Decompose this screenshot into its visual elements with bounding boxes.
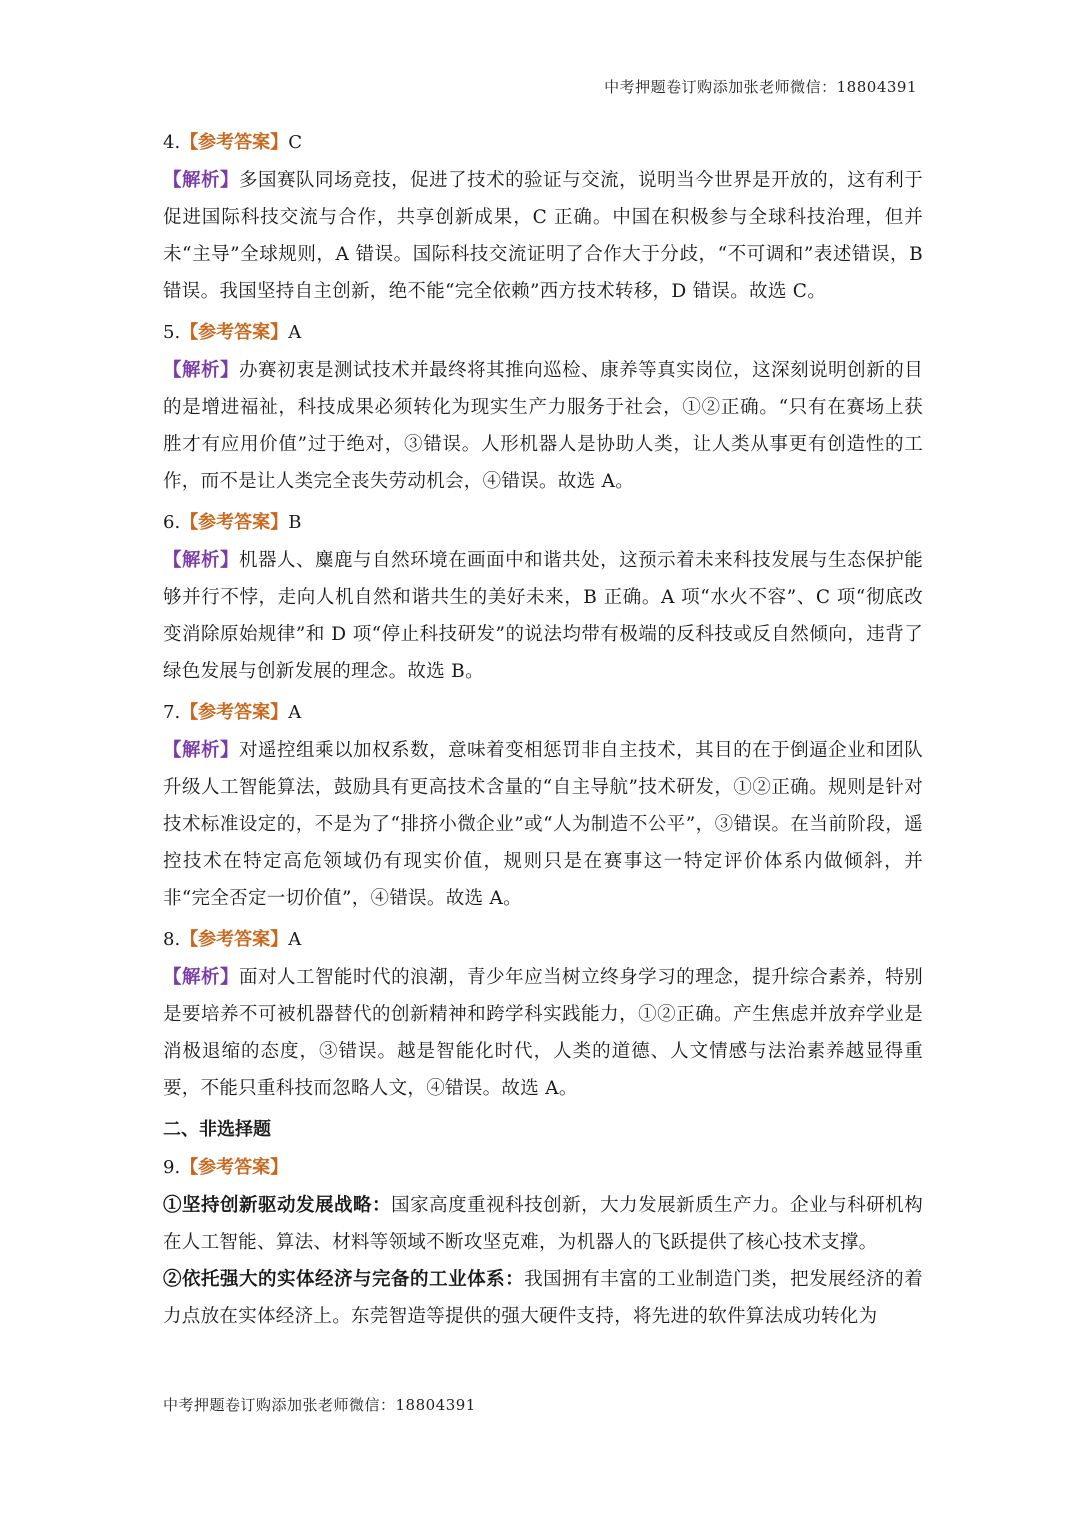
analysis-text: 对遥控组乘以加权系数，意味着变相惩罚非自主技术，其目的在于倒逼企业和团队升级人工智能算法，鼓励具有更高技术含量的“自主导航”技术研发，①②正确。规则是针对技术标准设定的，不是为了“排挤小微企业”或“人为制造不公平”，③错误。在当前阶段，遥控技术在特定高危领域仍有现实价值，规则只是在赛事这一特定评价体系内做倾斜，并非“完全否定一切价值”，④错误。故选 A。 bbox=[163, 740, 923, 909]
answer-label: 【参考答案】 bbox=[180, 702, 289, 723]
question-number: 7. bbox=[163, 702, 181, 723]
analysis-q4 bbox=[163, 162, 923, 310]
analysis-q6 bbox=[163, 542, 923, 690]
analysis-label: 【解析】 bbox=[163, 360, 240, 381]
document-body bbox=[163, 124, 923, 1335]
point-title: ①坚持创新驱动发展战略： bbox=[163, 1195, 392, 1216]
analysis-q5 bbox=[163, 352, 923, 500]
analysis-label: 【解析】 bbox=[163, 967, 240, 988]
point-text: 我国拥有丰富的工业制造门类，把发展经济的着力点放在实体经济上。东莞智造等提供的强大硬件支持，将先进的软件算法成功转化为 bbox=[163, 1269, 923, 1327]
answer-value: A bbox=[288, 702, 302, 723]
answer-value: A bbox=[288, 929, 302, 950]
answer-line-q8 bbox=[163, 921, 923, 959]
analysis-text: 面对人工智能时代的浪潮，青少年应当树立终身学习的理念，提升综合素养，特别是要培养不可被机器替代的创新精神和跨学科实践能力，①②正确。产生焦虑并放弃学业是消极退缩的态度，③错误。越是智能化时代，人类的道德、人文情感与法治素养越显得重要，不能只重科技而忽略人文，④错误。故选 A。 bbox=[163, 967, 923, 1099]
question-number: 8. bbox=[163, 929, 181, 950]
analysis-label: 【解析】 bbox=[163, 550, 240, 571]
analysis-text: 办赛初衷是测试技术并最终将其推向巡检、康养等真实岗位，这深刻说明创新的目的是增进福祉，科技成果必须转化为现实生产力服务于社会，①②正确。“只有在赛场上获胜才有应用价值”过于绝对，③错误。人形机器人是协助人类，让人类从事更有创造性的工作，而不是让人类完全丧失劳动机会，④错误。故选 A。 bbox=[163, 360, 923, 492]
question-number: 4. bbox=[163, 132, 181, 153]
analysis-label: 【解析】 bbox=[163, 170, 240, 191]
point-text: 国家高度重视科技创新，大力发展新质生产力。企业与科研机构在人工智能、算法、材料等领域不断攻坚克难，为机器人的飞跃提供了核心技术支撑。 bbox=[163, 1195, 923, 1253]
answer-value: B bbox=[288, 512, 302, 533]
question-number: 6. bbox=[163, 512, 181, 533]
analysis-text: 机器人、麋鹿与自然环境在画面中和谐共处，这预示着未来科技发展与生态保护能够并行不悖，走向人机自然和谐共生的美好未来，B 正确。A 项“水火不容”、C 项“彻底改变消除原始规律”和 D 项“停止科技研发”的说法均带有极端的反科技或反自然倾向，违背了绿色发展与创新发展的理念。故选 B。 bbox=[163, 550, 923, 682]
answer-label: 【参考答案】 bbox=[180, 132, 289, 153]
answer-label: 【参考答案】 bbox=[180, 322, 289, 343]
q9-answer-body bbox=[163, 1187, 923, 1335]
answer-line-q9 bbox=[163, 1149, 923, 1187]
point-title: ②依托强大的实体经济与完备的工业体系： bbox=[163, 1269, 525, 1290]
analysis-text: 多国赛队同场竞技，促进了技术的验证与交流，说明当今世界是开放的，这有利于促进国际科技交流与合作，共享创新成果，C 正确。中国在积极参与全球科技治理，但并未“主导”全球规则，A 错误。国际科技交流证明了合作大于分歧，“不可调和”表述错误，B 错误。我国坚持自主创新，绝不能“完全依赖”西方技术转移，D 错误。故选 C。 bbox=[163, 170, 923, 302]
page-footer: 中考押题卷订购添加张老师微信：18804391 bbox=[163, 1396, 476, 1414]
q9-point-2 bbox=[163, 1261, 923, 1335]
analysis-q8 bbox=[163, 959, 923, 1107]
answer-value: C bbox=[288, 132, 302, 153]
page-header: 中考押题卷订购添加张老师微信：18804391 bbox=[604, 78, 917, 96]
section-title: 二、非选择题 bbox=[163, 1119, 271, 1140]
question-number: 9. bbox=[163, 1157, 181, 1178]
analysis-q7 bbox=[163, 732, 923, 917]
analysis-label: 【解析】 bbox=[163, 740, 240, 761]
answer-line-q6 bbox=[163, 504, 923, 542]
answer-line-q4 bbox=[163, 124, 923, 162]
answer-line-q5 bbox=[163, 314, 923, 352]
question-number: 5. bbox=[163, 322, 181, 343]
answer-label: 【参考答案】 bbox=[180, 512, 289, 533]
q9-point-1 bbox=[163, 1187, 923, 1261]
answer-value: A bbox=[288, 322, 302, 343]
answer-line-q7 bbox=[163, 694, 923, 732]
answer-label: 【参考答案】 bbox=[180, 1157, 289, 1178]
answer-label: 【参考答案】 bbox=[180, 929, 289, 950]
